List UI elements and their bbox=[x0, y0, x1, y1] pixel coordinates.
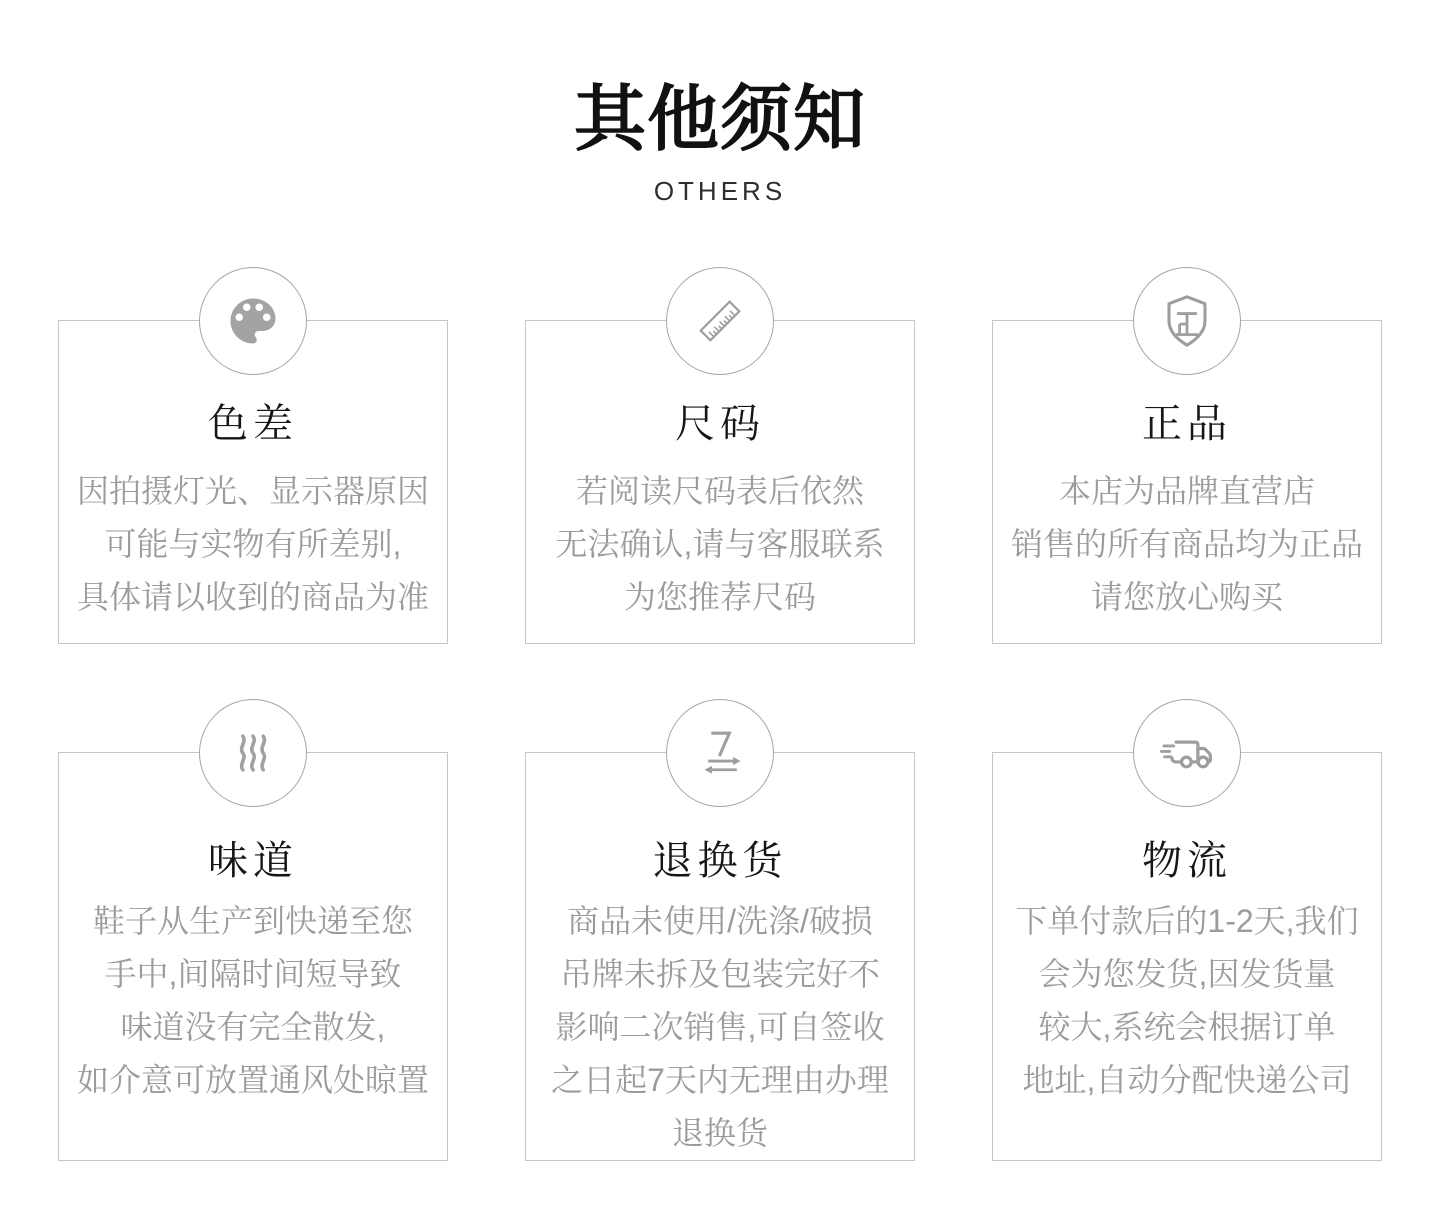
authentic-shield-icon bbox=[1133, 267, 1241, 375]
card-text-line: 味道没有完全散发, bbox=[120, 1009, 386, 1045]
card-text-line: 会为您发货,因发货量 bbox=[1038, 956, 1336, 992]
card-return-exchange bbox=[525, 752, 915, 1161]
card-body bbox=[993, 465, 1381, 624]
card-body bbox=[526, 895, 914, 1160]
card-text-line: 因拍摄灯光、显示器原因 bbox=[76, 473, 429, 509]
card-text-line: 无法确认,请与客服联系 bbox=[555, 526, 885, 562]
card-text-line: 销售的所有商品均为正品 bbox=[1010, 526, 1363, 562]
card-text-line: 鞋子从生产到快递至您 bbox=[92, 903, 413, 939]
card-text-line: 如介意可放置通风处晾置 bbox=[76, 1062, 429, 1098]
card-title: 色差 bbox=[208, 402, 298, 446]
palette-icon bbox=[199, 267, 307, 375]
card-title: 正品 bbox=[1142, 402, 1232, 446]
card-text-line: 本店为品牌直营店 bbox=[1058, 473, 1315, 509]
card-body bbox=[59, 465, 447, 624]
card-text-line: 商品未使用/洗涤/破损 bbox=[567, 903, 873, 939]
card-text-line: 手中,间隔时间短导致 bbox=[104, 956, 402, 992]
card-text-line: 下单付款后的1-2天,我们 bbox=[1015, 903, 1359, 939]
seven-day-return-icon bbox=[666, 699, 774, 807]
card-size bbox=[525, 320, 915, 644]
card-title: 尺码 bbox=[675, 402, 765, 446]
page-subtitle: OTHERS bbox=[653, 176, 787, 206]
card-text-line: 较大,系统会根据订单 bbox=[1038, 1009, 1336, 1045]
page-title: 其他须知 bbox=[573, 80, 866, 160]
card-authentic bbox=[992, 320, 1382, 644]
card-text-line: 若阅读尺码表后依然 bbox=[575, 473, 864, 509]
card-smell bbox=[58, 752, 448, 1161]
card-text-line: 退换货 bbox=[671, 1115, 768, 1151]
card-text-line: 为您推荐尺码 bbox=[623, 579, 816, 615]
card-body bbox=[59, 895, 447, 1107]
card-text-line: 之日起7天内无理由办理 bbox=[551, 1062, 889, 1098]
steam-smell-icon bbox=[199, 699, 307, 807]
card-body bbox=[993, 895, 1381, 1107]
card-text-line: 可能与实物有所差别, bbox=[104, 526, 402, 562]
card-logistics bbox=[992, 752, 1382, 1161]
card-text-line: 具体请以收到的商品为准 bbox=[76, 579, 429, 615]
notice-cards-grid bbox=[58, 320, 1382, 1161]
delivery-truck-icon bbox=[1133, 699, 1241, 807]
card-title: 物流 bbox=[1142, 839, 1232, 883]
card-text-line: 地址,自动分配快递公司 bbox=[1022, 1062, 1352, 1098]
card-title: 退换货 bbox=[652, 839, 788, 883]
card-color-difference bbox=[58, 320, 448, 644]
card-text-line: 吊牌未拆及包装完好不 bbox=[559, 956, 880, 992]
card-text-line: 请您放心购买 bbox=[1090, 579, 1283, 615]
page-header bbox=[0, 0, 1440, 204]
card-text-line: 影响二次销售,可自签收 bbox=[555, 1009, 885, 1045]
card-body bbox=[526, 465, 914, 624]
ruler-icon bbox=[666, 267, 774, 375]
card-title: 味道 bbox=[208, 839, 298, 883]
